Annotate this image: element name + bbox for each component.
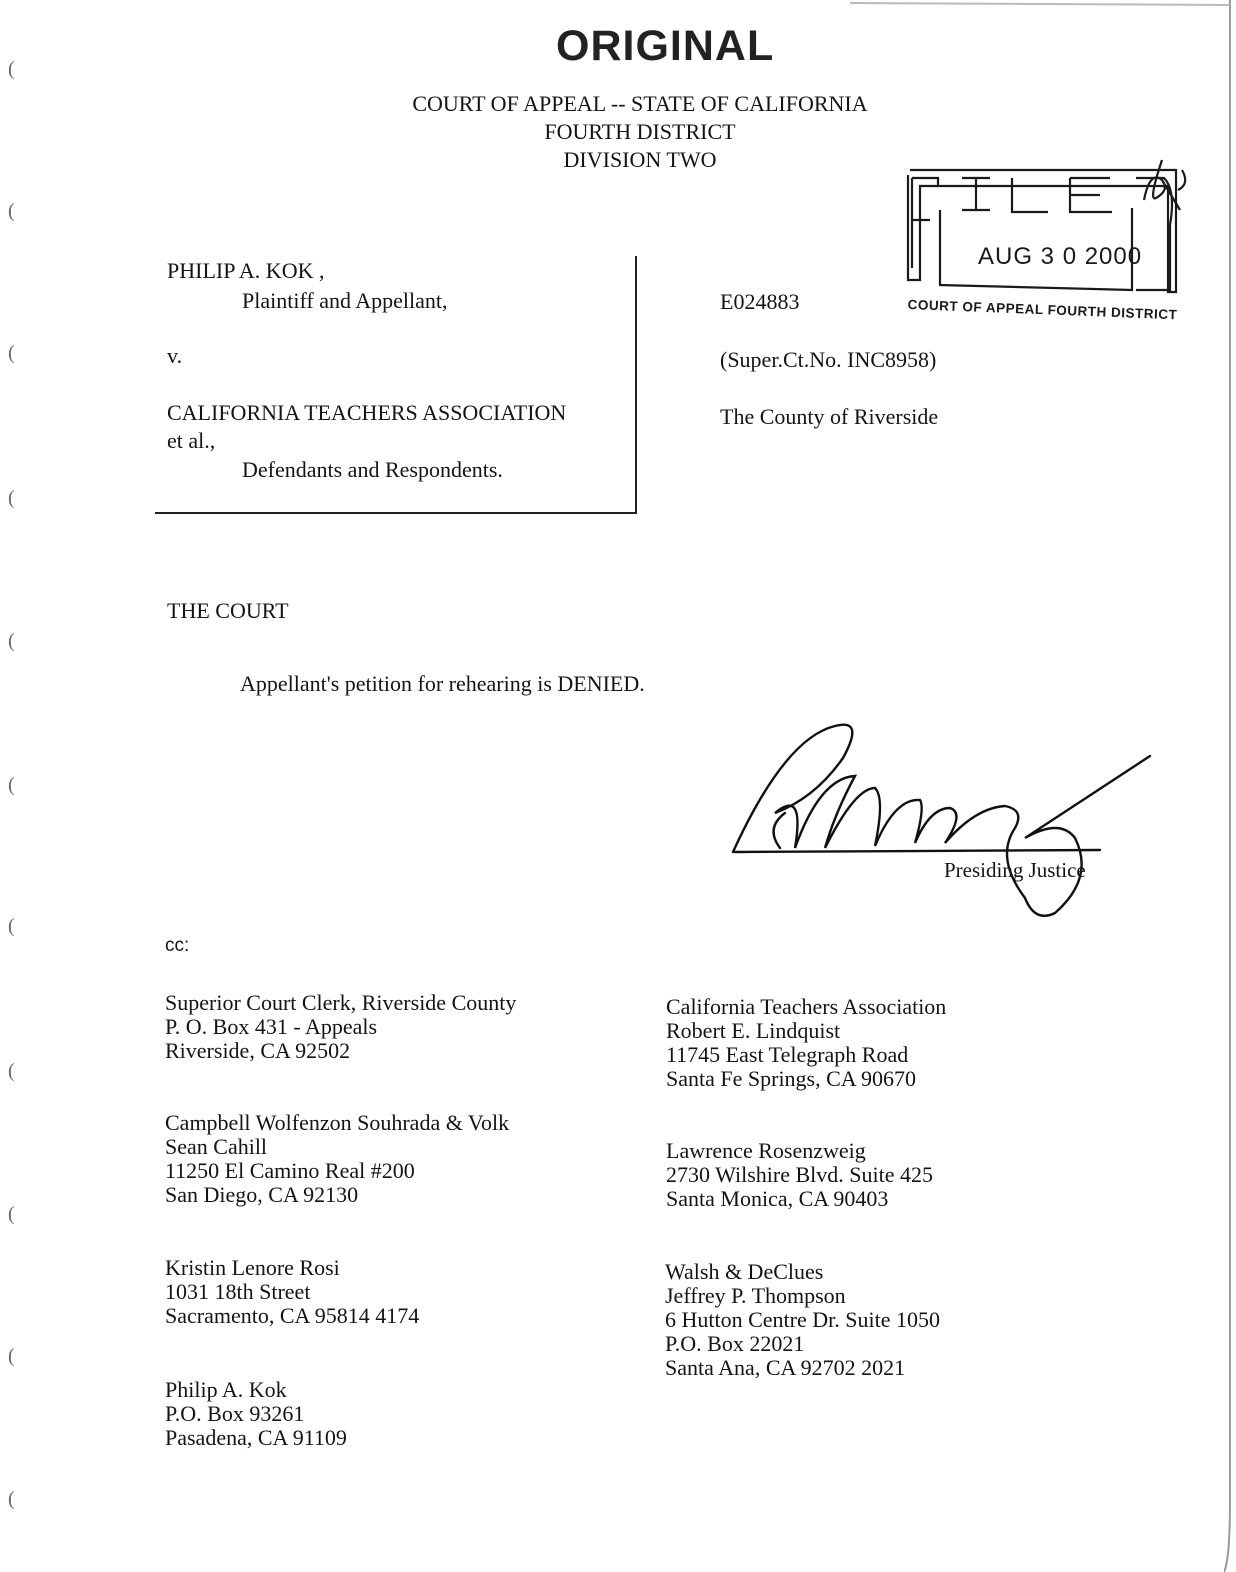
address-line: Santa Ana, CA 92702 2021	[665, 1355, 906, 1380]
defendant-etal: et al.,	[167, 428, 216, 453]
court-name: COURT OF APPEAL -- STATE OF CALIFORNIA	[412, 91, 868, 116]
superior-court-number: (Super.Ct.No. INC8958)	[720, 347, 937, 372]
address-line: 11250 El Camino Real #200	[165, 1158, 415, 1183]
address-line: P.O. Box 22021	[665, 1331, 805, 1356]
address-line: 2730 Wilshire Blvd. Suite 425	[666, 1162, 933, 1187]
order-text: Appellant's petition for rehearing is DENIED.	[240, 671, 645, 696]
plaintiff-role: Plaintiff and Appellant,	[242, 288, 448, 313]
punch-mark: (	[8, 200, 15, 222]
address-line: Santa Monica, CA 90403	[666, 1186, 889, 1211]
address-block	[165, 1111, 509, 1207]
address-line: Pasadena, CA 91109	[165, 1425, 347, 1450]
address-line: 11745 East Telegraph Road	[666, 1042, 909, 1067]
punch-mark: (	[8, 487, 15, 509]
address-line: Riverside, CA 92502	[165, 1038, 351, 1063]
court-header	[340, 90, 940, 174]
address-line: Robert E. Lindquist	[666, 1018, 841, 1043]
address-line: Jeffrey P. Thompson	[665, 1283, 846, 1308]
case-number: E024883	[720, 289, 800, 314]
address-line: Sean Cahill	[165, 1134, 268, 1159]
court-district: FOURTH DISTRICT	[544, 119, 736, 144]
address-line: Lawrence Rosenzweig	[666, 1138, 866, 1163]
cc-label: cc:	[165, 935, 190, 956]
address-line: P. O. Box 431 - Appeals	[165, 1014, 378, 1039]
punch-mark: (	[8, 342, 15, 364]
punch-mark: (	[8, 915, 15, 937]
address-block	[666, 1139, 933, 1211]
county: The County of Riverside	[720, 404, 939, 429]
presiding-justice-title: Presiding Justice	[944, 858, 1086, 882]
signature	[725, 718, 1155, 923]
address-line: Superior Court Clerk, Riverside County	[165, 990, 517, 1015]
filed-date: AUG 3 0 2000	[978, 243, 1143, 270]
original-stamp: ORIGINAL	[556, 22, 775, 70]
address-block	[665, 1260, 940, 1380]
plaintiff-name: PHILIP A. KOK ,	[167, 258, 325, 283]
punch-mark: (	[8, 774, 15, 796]
page-edge	[1224, 0, 1236, 1572]
punch-mark: (	[8, 1203, 15, 1225]
top-edge-mark	[850, 0, 1230, 8]
address-line: Walsh & DeClues	[665, 1259, 824, 1284]
punch-mark: (	[8, 1488, 15, 1510]
address-line: Santa Fe Springs, CA 90670	[666, 1066, 916, 1091]
address-line: Philip A. Kok	[165, 1377, 287, 1402]
address-line: 1031 18th Street	[165, 1279, 311, 1304]
address-line: Campbell Wolfenzon Souhrada & Volk	[165, 1110, 510, 1135]
address-line: P.O. Box 93261	[165, 1401, 305, 1426]
punch-mark: (	[8, 1345, 15, 1367]
address-block	[165, 1256, 419, 1328]
punch-mark: (	[8, 630, 15, 652]
punch-mark: (	[8, 1060, 15, 1082]
versus: v.	[167, 343, 183, 368]
address-block	[165, 991, 516, 1063]
address-block	[666, 995, 946, 1091]
court-division: DIVISION TWO	[563, 147, 717, 172]
defendant-name: CALIFORNIA TEACHERS ASSOCIATION	[167, 400, 567, 425]
address-line: Kristin Lenore Rosi	[165, 1255, 340, 1280]
address-line: 6 Hutton Centre Dr. Suite 1050	[665, 1307, 940, 1332]
address-line: California Teachers Association	[666, 994, 947, 1019]
address-block	[165, 1378, 347, 1450]
address-line: San Diego, CA 92130	[165, 1182, 359, 1207]
defendant-role: Defendants and Respondents.	[242, 457, 503, 482]
address-line: Sacramento, CA 95814 4174	[165, 1303, 420, 1328]
punch-mark: (	[8, 58, 15, 80]
order-heading: THE COURT	[167, 598, 289, 623]
filed-court: COURT OF APPEAL FOURTH DISTRICT	[907, 297, 1178, 323]
